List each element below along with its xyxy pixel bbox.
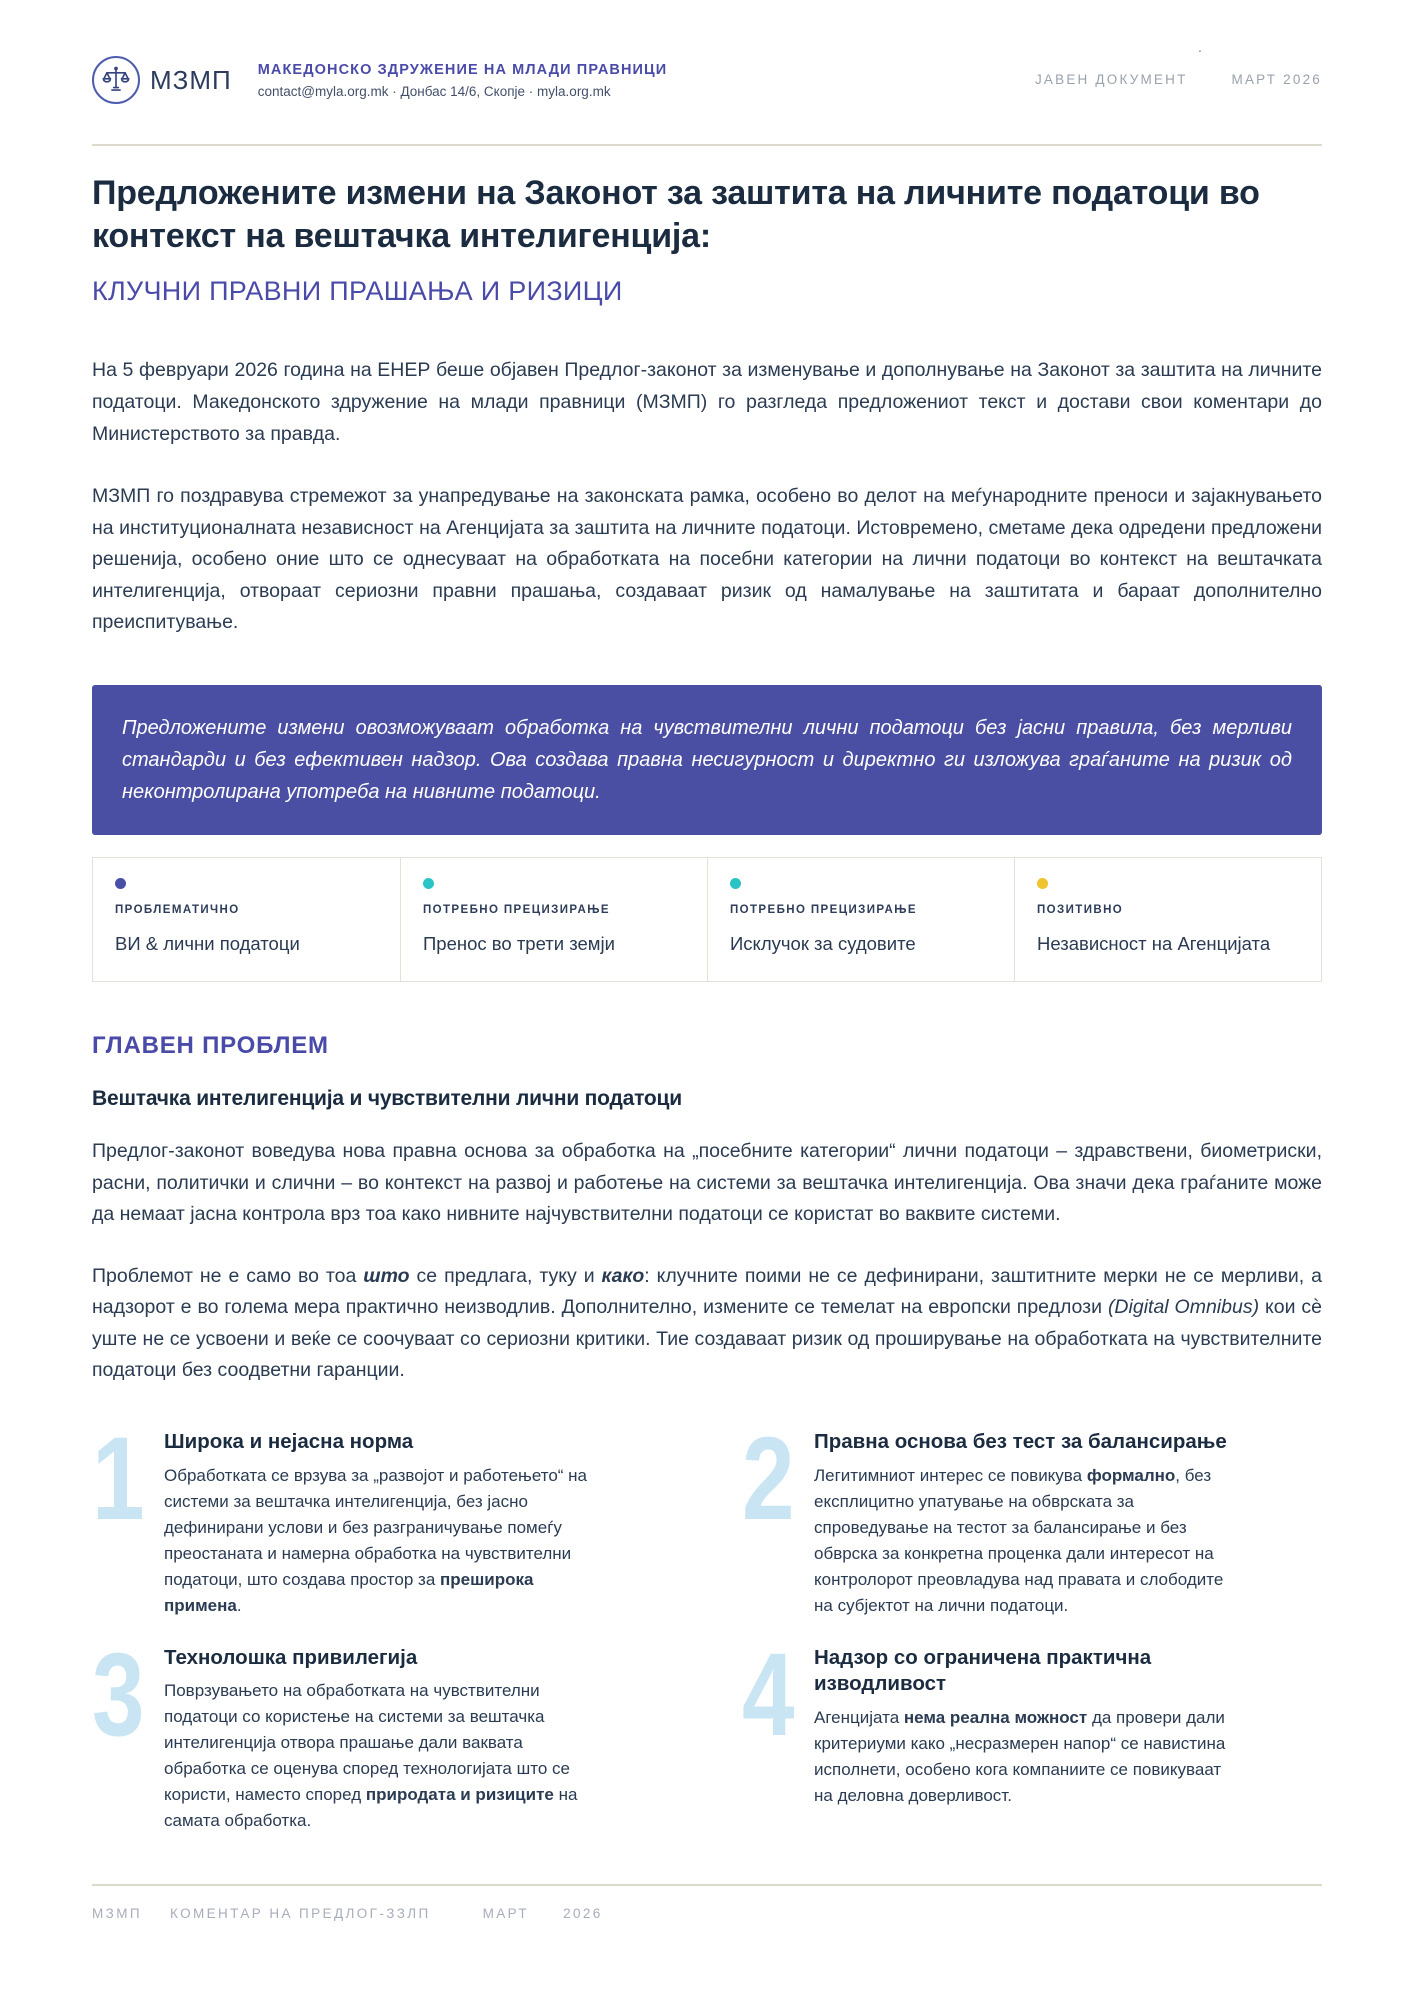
status-card-problematic (93, 858, 400, 981)
emphasis-how: како (601, 1264, 645, 1287)
status-card-label: ПОТРЕБНО ПРЕЦИЗИРАЊЕ (423, 903, 610, 916)
status-dot (730, 878, 741, 889)
issue-item-3 (92, 1628, 672, 1835)
status-card-value: Исклучок за судовите (730, 932, 916, 954)
emphasis-segment: формално (1086, 1465, 1176, 1485)
issues-grid (92, 1413, 1322, 1834)
main-paragraph-2 (92, 1261, 1322, 1387)
section-heading: ГЛАВЕН ПРОБЛЕМ (92, 1031, 329, 1059)
issue-body (164, 1678, 594, 1834)
footer-item-org: МЗМП (92, 1906, 142, 1921)
text-segment: Поврзувањето на обработката на чувствителни податоци со користење на системи за вештачка интелигенција отвора прашање дали ваквата обработка се оценува според технологијата што се користи, наместо според (164, 1681, 570, 1805)
status-card-label: ПОЗИТИВНО (1037, 903, 1124, 916)
emphasis-segment: нема реална можност (903, 1707, 1088, 1727)
issue-body (814, 1705, 1244, 1809)
issue-number: 1 (92, 1413, 141, 1546)
text-segment: Агенцијата (814, 1707, 904, 1727)
document-subtitle: КЛУЧНИ ПРАВНИ ПРАШАЊА И РИЗИЦИ (92, 276, 623, 307)
doc-type-label: ЈАВЕН ДОКУМЕНТ (1034, 72, 1188, 87)
org-block (258, 62, 668, 99)
issue-text (814, 1645, 1244, 1809)
text-segment: да провери дали критериуми како „несразмерен напор“ се навистина исполнети, особено кога компаниите се повикуваат на деловна доверливост. (814, 1707, 1226, 1805)
doc-date-label: МАРТ 2026 (1231, 72, 1322, 87)
org-name: МАКЕДОНСКО ЗДРУЖЕНИЕ НА МЛАДИ ПРАВНИЦИ (257, 61, 668, 78)
status-cards (92, 857, 1322, 982)
footer-meta (92, 1906, 1322, 1921)
emphasis-what: што (363, 1264, 410, 1287)
issue-number: 2 (742, 1413, 791, 1546)
footer-item-doc: КОМЕНТАР НА ПРЕДЛОГ-ЗЗЛП (169, 1906, 431, 1921)
issue-item-2 (742, 1413, 1322, 1619)
status-card-label: ПОТРЕБНО ПРЕЦИЗИРАЊЕ (730, 903, 917, 916)
header-divider (92, 144, 1322, 146)
text-segment: Легитимниот интерес се повикува (814, 1465, 1087, 1485)
mzmp-logo (92, 56, 140, 104)
org-contact: contact@myla.org.mk · Донбас 14/6, Скопје · myla.org.mk (257, 83, 611, 99)
status-card-positive (1014, 858, 1321, 981)
document-title: Предложените измени на Законот за заштита на личните податоци во контекст на вештачка интелигенција: (92, 174, 1260, 256)
document-body (92, 172, 1322, 1834)
footer-item-year: 2026 (563, 1906, 603, 1921)
issue-text (164, 1645, 594, 1835)
scales-icon (102, 66, 130, 94)
text-segment: Проблемот не е само во тоа (92, 1264, 364, 1287)
footer-divider (92, 1884, 1322, 1886)
status-card-value: Независност на Агенцијата (1037, 932, 1271, 954)
callout-text: Предложените измени овозможуваат обработка на чувствителни лични податоци без јасни правила, без мерливи стандарди и без ефективен надзор. Ова создава правна несигурност и директно ги изложува граѓаните на ризик од неконтролирана употреба на нивните податоци. (122, 716, 1292, 803)
text-segment: Обработката се врзува за „развојот и работењето“ на системи за вештачка интелигенција, без јасно дефинирани услови и без разграничување помеѓу преостаната и намерна обработка на чувствителни податоци, што создава простор за (164, 1465, 588, 1589)
issue-title: Надзор со ограничена практична изводливост (814, 1645, 1152, 1696)
main-paragraph-1: Предлог-законот воведува нова правна основа за обработка на „посебните категории“ лични податоци – здравствени, биометриски, расни, политички и слични – во контекст на развој и работење на системи за вештачка интелигенција. Ова значи дека граѓаните може да немаат јасна контрола врз тоа како нивните најчувствителни податоци се користат во ваквите системи. (92, 1139, 1322, 1226)
emphasis-segment: природата и ризиците (365, 1785, 554, 1805)
digital-omnibus-reference: (Digital Omnibus) (1107, 1296, 1260, 1319)
issue-text (164, 1429, 594, 1619)
footer (92, 1884, 1322, 1921)
status-card-label: ПРОБЛЕМАТИЧНО (115, 903, 240, 916)
text-segment: на самата обработка. (164, 1785, 578, 1831)
status-dot (423, 878, 434, 889)
issue-title: Технолошка привилегија (164, 1645, 418, 1669)
status-dot (1037, 878, 1048, 889)
section-subheading: Вештачка интелигенција и чувствителни лични податоци (92, 1086, 682, 1110)
doc-meta-row (1035, 72, 1322, 87)
status-card-value: ВИ & лични податоци (115, 932, 300, 954)
key-message-callout (92, 685, 1322, 835)
issue-title: Широка и нејасна норма (164, 1430, 414, 1454)
issue-item-4 (742, 1628, 1322, 1835)
issue-number: 3 (92, 1628, 141, 1761)
stray-dot: . (1197, 39, 1202, 56)
emphasis-segment: преширока примена (164, 1569, 534, 1615)
header-brand (92, 56, 667, 104)
issue-title: Правна основа без тест за балансирање (814, 1430, 1227, 1454)
logo-wordmark: МЗМП (150, 64, 232, 95)
text-segment: се предлага, туку и (409, 1264, 602, 1287)
text-segment: : клучните поими не се дефинирани, заштитните мерки не се мерливи, а надзорот е во голема мера практично неизводлив. Дополнително, измените се темелат на европски предлози (92, 1264, 1322, 1319)
issue-text (814, 1429, 1244, 1619)
status-dot (115, 878, 126, 889)
text-segment: . (236, 1595, 242, 1615)
intro-paragraph-1: На 5 февруари 2026 година на ЕНЕР беше објавен Предлог-законот за изменување и дополнување на Законот за заштита на личните податоци. Македонското здружение на млади правници (МЗМП) го разгледа предложениот текст и достави свои коментари до Министерството за правда. (92, 359, 1322, 445)
issue-number: 4 (742, 1628, 791, 1761)
footer-item-month: МАРТ (482, 1906, 530, 1921)
issue-item-1 (92, 1413, 672, 1619)
status-card-value: Пренос во трети земји (423, 932, 615, 954)
status-card-needs-precision-1 (400, 858, 707, 981)
intro-paragraph-2: МЗМП го поздравува стремежот за унапредување на законската рамка, особено во делот на меѓународните преноси и зајакнувањето на институционалната независност на Агенцијата за заштита на личните податоци. Истовремено, сметаме дека одредени предложени решенија, особено оние што се однесуваат на обработката на посебни категории на лични податоци во контекст на вештачката интелигенција, отвораат сериозни правни прашања, создаваат ризик од намалување на заштитата и бараат дополнително преиспитување. (92, 485, 1322, 634)
issue-body (164, 1463, 594, 1619)
header-meta (1035, 56, 1322, 87)
issue-body (814, 1463, 1244, 1619)
status-card-needs-precision-2 (707, 858, 1014, 981)
text-segment: кои сѐ уште не се усвоени и веќе се соочуваат со сериозни критики. Тие создаваат ризик од проширување на обработката на чувствителните податоци без соодветни гаранции. (92, 1296, 1323, 1382)
header (92, 56, 1322, 104)
text-segment: , без експлицитно упатување на обврската за спроведување на тестот за балансирање и без обврска за конкретна проценка дали интересот на контролорот преовладува над правата и слободите на субјектот на лични податоци. (814, 1465, 1224, 1615)
